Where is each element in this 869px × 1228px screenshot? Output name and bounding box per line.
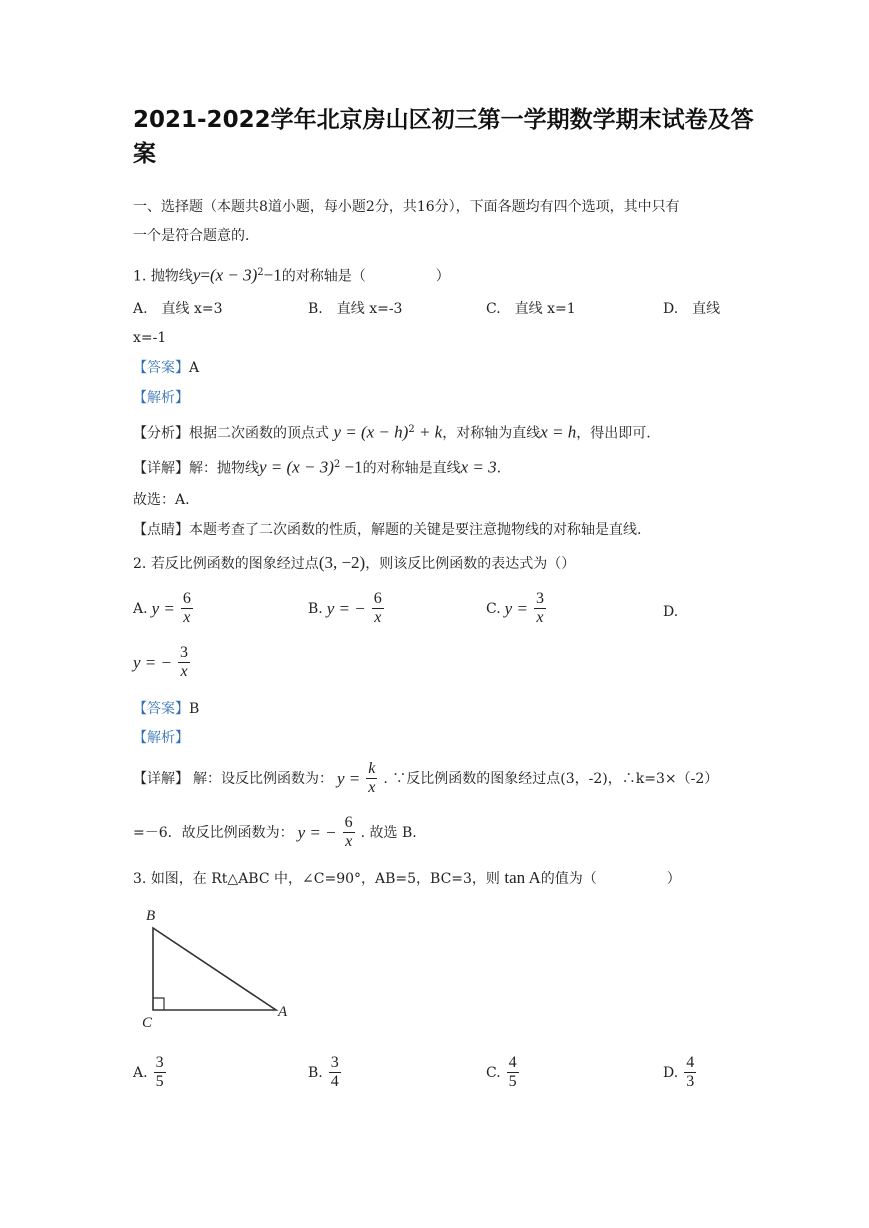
q2-stem: [133, 554, 575, 573]
q1-stem: [133, 264, 450, 286]
q1-option-b: B. 直线 x=-3: [308, 301, 403, 317]
q3-stem-pre: 如图，在 Rt△ABC 中，∠C=90°，AB=5，BC=3，则: [150, 871, 500, 887]
q1-stem-post: 的对称轴是（ ）: [281, 268, 450, 285]
q3-option-c-den: 5: [508, 1073, 517, 1090]
q2-option-b-label: B.: [308, 600, 323, 617]
q3-number: 3.: [133, 871, 147, 887]
q1-detail: [133, 456, 501, 478]
q3-option-c-num: 4: [508, 1054, 517, 1071]
q2-option-b-lhs: y = −: [326, 598, 366, 618]
q2-option-d-num: 3: [180, 644, 188, 661]
q2-option-c-lhs: y =: [504, 598, 528, 618]
q2-option-c-fraction: [534, 590, 546, 627]
q3-triangle-shape: [153, 928, 276, 1010]
q2-detail-label: 【详解】: [133, 770, 189, 787]
q2-answer-label: 【答案】: [133, 701, 189, 717]
q2-detail-post: . ∵反比例函数的图象经过点(3，-2)，∴k=3×（-2）: [383, 770, 719, 787]
q1-fenxi-formula2: + k: [414, 422, 443, 442]
q3-option-b: [308, 1054, 343, 1091]
q2-detail2-post: . 故选 B.: [360, 824, 417, 841]
q2-option-b-den: x: [372, 608, 384, 627]
q1-number: 1.: [133, 268, 147, 285]
q1-fenxi-post: ，得出即可.: [576, 425, 651, 442]
q1-fenxi-label: 【分析】: [133, 425, 189, 442]
q3-vertex-a: A: [278, 1004, 288, 1020]
q3-option-c-fraction: [507, 1054, 519, 1091]
q2-detail-pre: 解：设反比例函数为：: [193, 770, 333, 787]
q2-stem-pre: 若反比例函数的图象经过点: [150, 556, 319, 572]
q3-vertex-c: C: [142, 1015, 153, 1031]
q3-option-a-fraction: [154, 1054, 166, 1091]
q3-option-b-label: B.: [308, 1064, 323, 1081]
q2-detail2: [133, 814, 417, 851]
q2-option-d-den: x: [178, 662, 190, 681]
q2-stem-post: ，则该反比例函数的表达式为（）: [365, 556, 576, 572]
q3-option-d-den: 3: [686, 1073, 695, 1090]
q3-option-a-label: A.: [133, 1064, 148, 1081]
q2-number: 2.: [133, 556, 147, 572]
q3-vertex-b: B: [146, 908, 156, 924]
q2-detail2-fraction: [343, 814, 355, 851]
q1-formula-paren: (x − 3): [209, 265, 258, 285]
q3-stem: [133, 869, 681, 888]
q3-option-d-label: D.: [663, 1064, 679, 1081]
q1-comment-text: 本题考查了二次函数的性质，解题的关键是要注意抛物线的对称轴是直线.: [189, 522, 642, 538]
q1-detail-post: .: [496, 460, 502, 477]
q2-detail2-num: 6: [344, 814, 353, 831]
q1-comment-label: 【点睛】: [133, 522, 189, 538]
q1-formula-sup: 2: [257, 267, 264, 278]
q2-option-d-lhs: y = −: [133, 652, 172, 672]
q2-option-c-label: C.: [486, 600, 501, 617]
q2-detail-den: x: [368, 779, 376, 796]
q2-option-c-num: 3: [535, 590, 544, 607]
q2-option-b-fraction: [372, 590, 384, 627]
q1-option-c: C. 直线 x=1: [486, 301, 576, 317]
q2-option-a-label: A.: [133, 600, 148, 617]
q2-detail2-den: x: [343, 832, 355, 851]
page-title-line1: 2021-2022学年北京房山区初三第一学期数学期末试卷及答: [133, 107, 754, 133]
q1-detail-sup: 2: [333, 459, 341, 470]
q1-option-d: D. 直线: [663, 301, 721, 317]
q2-option-b-num: 6: [373, 590, 382, 607]
q3-option-c-label: C.: [486, 1064, 501, 1081]
q2-detail2-pre: =－6．故反比例函数为：: [133, 824, 294, 841]
q3-option-a: [133, 1054, 168, 1091]
q1-option-d-cont: x=-1: [133, 330, 167, 346]
q1-fenxi-mid: ，对称轴为直线: [442, 425, 541, 442]
q2-detail-lhs: y =: [337, 768, 361, 788]
q3-option-b-num: 3: [330, 1054, 339, 1071]
q3-tan: tan A: [504, 868, 541, 887]
section-intro-line1: 一、选择题（本题共8道小题，每小题2分，共16分），下面各题均有四个选项，其中只有: [133, 199, 680, 215]
q1-stem-pre: 抛物线: [150, 268, 193, 285]
q2-option-a-lhs: y =: [151, 598, 175, 618]
q3-option-d: [663, 1054, 698, 1091]
q3-option-d-fraction: [684, 1054, 696, 1091]
q2-detail-fraction: [366, 760, 377, 797]
q2-option-a-den: x: [181, 608, 193, 627]
q1-formula-eq: =: [200, 265, 210, 285]
q2-detail: [133, 760, 718, 797]
q1-answer-value: A: [189, 360, 200, 376]
q2-option-c-den: x: [534, 608, 546, 627]
q2-option-d-fraction: [178, 644, 190, 681]
q3-option-b-den: 4: [330, 1073, 339, 1090]
q1-formula-y: y: [192, 265, 201, 285]
q2-option-c: [486, 590, 548, 627]
q1-detail-formula: y = (x − 3): [259, 457, 334, 477]
q1-detail-pre: 解：抛物线: [189, 460, 259, 477]
q3-right-angle-mark: [153, 998, 164, 1010]
q1-option-a: A. 直线 x=3: [133, 301, 223, 317]
q2-detail-num: k: [368, 760, 376, 777]
q2-option-d: [133, 644, 192, 681]
q2-analysis-label: 【解析】: [133, 730, 189, 746]
q2-option-a-num: 6: [182, 590, 191, 607]
q3-stem-post: 的值为（ ）: [540, 871, 681, 887]
q3-option-a-den: 5: [155, 1073, 164, 1090]
q1-choose: 故选：A.: [133, 492, 190, 508]
q1-detail-mid: 的对称轴是直线: [362, 460, 461, 477]
q2-option-a-fraction: [181, 590, 193, 627]
q3-option-d-num: 4: [686, 1054, 695, 1071]
q1-fenxi: [133, 421, 651, 443]
q1-detail-label: 【详解】: [133, 460, 189, 477]
q1-comment: [133, 521, 641, 539]
q2-answer-value: B: [189, 701, 200, 717]
q1-detail-formula3: x = 3: [460, 457, 497, 477]
q2-option-a: [133, 590, 195, 627]
q1-answer: [133, 359, 199, 377]
q3-option-b-fraction: [329, 1054, 341, 1091]
q1-fenxi-sup: 2: [408, 424, 415, 435]
q1-fenxi-formula3: x = h: [540, 422, 577, 442]
q3-triangle-figure: [138, 903, 298, 1033]
q1-detail-formula2: −1: [340, 457, 363, 477]
q2-answer: [133, 700, 199, 718]
q2-point: (3, −2): [318, 553, 366, 572]
q1-analysis-label: 【解析】: [133, 390, 189, 406]
q3-option-c: [486, 1054, 521, 1091]
section-intro-line2: 一个是符合题意的.: [133, 228, 250, 244]
page-title-line2: 案: [133, 141, 156, 167]
q2-option-d-label: D.: [663, 604, 679, 620]
q1-answer-label: 【答案】: [133, 360, 189, 376]
q2-option-b: [308, 590, 386, 627]
q1-fenxi-formula: y = (x − h): [333, 422, 409, 442]
q1-formula-tail: −1: [263, 265, 282, 285]
q1-fenxi-pre: 根据二次函数的顶点式: [189, 425, 329, 442]
q3-option-a-num: 3: [155, 1054, 164, 1071]
q2-detail2-lhs: y = −: [297, 822, 337, 842]
